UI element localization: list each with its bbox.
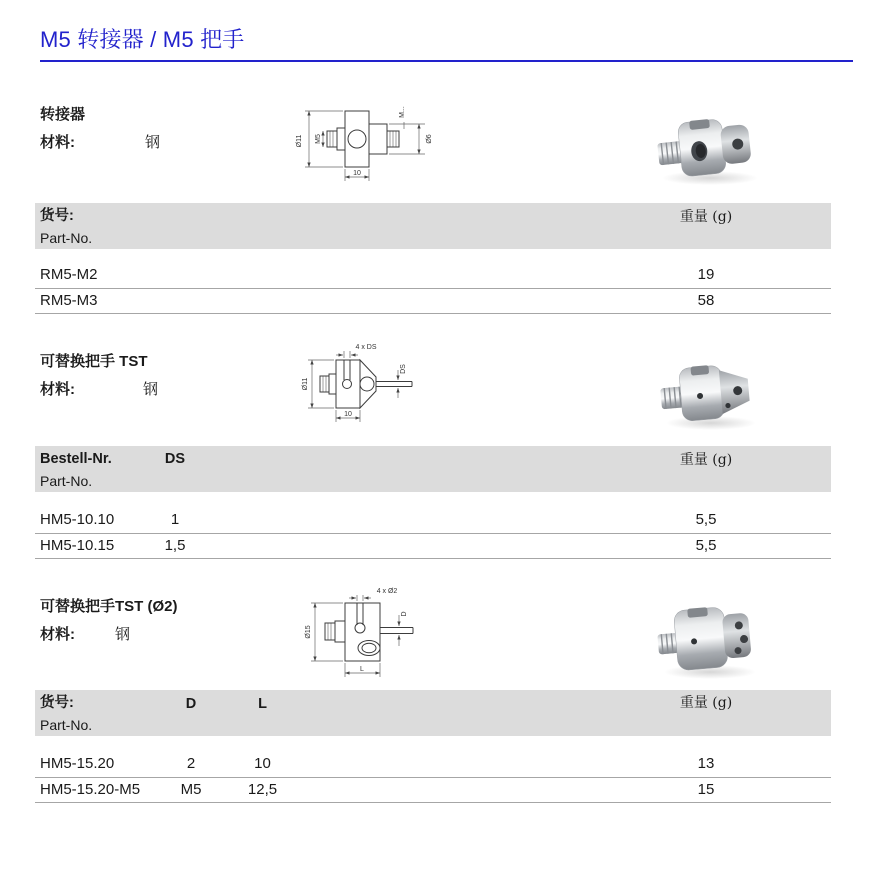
dim-holes-label: 4 x DS	[355, 344, 377, 351]
table1-row2-part: RM5-M3	[40, 292, 98, 309]
table2-row2-ds: 1,5	[164, 537, 186, 554]
table3-bottom-line	[35, 802, 831, 803]
table3-row2-l: 12,5	[247, 781, 278, 798]
section3-heading: 可替换把手TST (Ø2)	[40, 598, 178, 615]
table1-row-divider	[35, 288, 831, 289]
section2-heading: 可替换把手 TST	[40, 353, 148, 370]
dim-length-label: 10	[344, 411, 352, 418]
dim-dia-body-label: Ø15	[305, 625, 312, 639]
table1-bottom-line	[35, 313, 831, 314]
table3-row1-part: HM5-15.20	[40, 755, 115, 772]
table2-row1-part: HM5-10.10	[40, 511, 115, 528]
dim-length-label: L	[360, 666, 364, 673]
dim-dia-body-label: Ø11	[302, 377, 309, 391]
table3-part-subheader: Part-No.	[40, 717, 93, 733]
dim-thread-right-label: M...	[399, 106, 406, 118]
table2-row1-ds: 1	[170, 511, 180, 528]
table3-row2-part: HM5-15.20-M5	[40, 781, 141, 798]
table2-part-header: Bestell-Nr.	[40, 451, 112, 467]
technical-drawing-tst-handle	[300, 338, 430, 433]
table3-row2-d: M5	[180, 781, 202, 798]
page-title: M5 转接器 / M5 把手	[40, 27, 245, 52]
table1-row1-part: RM5-M2	[40, 266, 98, 283]
product-photo-adapter	[648, 108, 776, 188]
dim-dia-body-label: Ø11	[296, 134, 303, 148]
table3-part-header: 货号:	[40, 695, 74, 711]
table3-weight-header: 重量 (g)	[679, 695, 733, 711]
technical-drawing-adapter	[283, 97, 448, 187]
dim-stylus-label: DS	[400, 364, 407, 374]
table1-row1-weight: 19	[697, 266, 715, 283]
table2-part-subheader: Part-No.	[40, 473, 93, 489]
section3-material-value: 钢	[115, 626, 131, 643]
table3-l-header: L	[258, 696, 267, 712]
table3-row1-l: 10	[254, 755, 271, 772]
table3-row-divider	[35, 777, 831, 778]
dim-thread-left-label: M5	[315, 134, 322, 144]
table1-part-subheader: Part-No.	[40, 230, 93, 246]
dim-length-label: 10	[353, 170, 361, 177]
section2-material-label: 材料:	[40, 381, 75, 398]
title-rule	[40, 60, 853, 62]
table3-d-header: D	[185, 696, 197, 712]
section1-heading: 转接器	[40, 106, 86, 123]
table3-row1-d: 2	[186, 755, 196, 772]
table1-weight-header: 重量 (g)	[679, 209, 733, 225]
dim-stylus-label: D	[401, 611, 408, 617]
technical-drawing-tst-o2	[295, 583, 435, 683]
table2-row-divider	[35, 533, 831, 534]
table2-row2-weight: 5,5	[695, 537, 717, 554]
dim-holes-label: 4 x Ø2	[376, 588, 398, 595]
section2-material-value: 钢	[143, 381, 159, 398]
table3-row2-weight: 15	[697, 781, 715, 798]
section1-material-value: 钢	[145, 134, 161, 151]
table2-ds-header: DS	[164, 451, 186, 467]
dim-dia-right-label: Ø6	[426, 134, 433, 144]
section1-material-label: 材料:	[40, 134, 75, 151]
table2-bottom-line	[35, 558, 831, 559]
product-photo-tst-o2	[650, 598, 772, 683]
section3-material-label: 材料:	[40, 626, 75, 643]
table2-weight-header: 重量 (g)	[679, 452, 733, 468]
table1-part-header: 货号:	[40, 208, 74, 224]
table1-row2-weight: 58	[697, 292, 715, 309]
table2-row2-part: HM5-10.15	[40, 537, 115, 554]
table3-row1-weight: 13	[697, 755, 715, 772]
table2-row1-weight: 5,5	[695, 511, 717, 528]
product-photo-tst-handle	[653, 355, 771, 433]
